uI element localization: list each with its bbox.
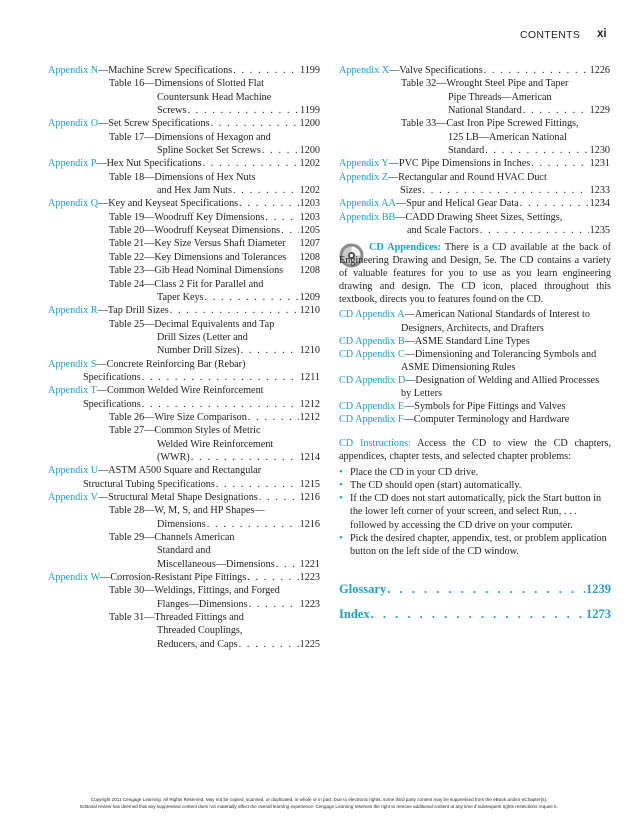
entry-title: Table 32—Wrought Steel Pipe and Taper — [401, 78, 569, 90]
appendix-entry[interactable] — [48, 384, 320, 397]
glossary-entry[interactable] — [339, 582, 611, 597]
cd-appendix-list — [339, 308, 611, 426]
appendix-link[interactable]: Appendix AA — [339, 198, 396, 210]
table-entry — [48, 144, 320, 157]
appendix-link[interactable]: Appendix O — [48, 118, 99, 130]
appendix-title: —ASTM A500 Square and Rectangular — [98, 465, 262, 477]
appendix-link[interactable]: Appendix S — [48, 358, 97, 370]
page-number: 1210 — [299, 305, 320, 317]
appendix-link[interactable]: Appendix Q — [48, 198, 99, 210]
glossary-page: 1239 — [586, 582, 611, 596]
entry-title: Table 23—Gib Head Nominal Dimensions — [109, 265, 284, 277]
entry-title: Standard — [448, 145, 485, 157]
entry-title: Specifications — [83, 398, 141, 410]
entry-title: Table 22—Key Dimensions and Tolerances — [109, 251, 287, 263]
table-entry — [48, 171, 320, 184]
table-entry — [48, 398, 320, 411]
page-number: 1233 — [589, 185, 610, 197]
instruction-item: • The CD should open (start) automatically. — [339, 479, 611, 492]
appendix-entry[interactable] — [48, 197, 320, 210]
entry-title: Specifications — [83, 371, 141, 383]
table-entry — [48, 224, 320, 237]
appendix-entry[interactable] — [339, 211, 610, 224]
table-entry — [48, 584, 320, 597]
entry-title: Table 26—Wire Size Comparison — [109, 411, 247, 423]
page-number: 1230 — [589, 145, 610, 157]
entry-title: Table 25—Decimal Equivalents and Tap — [109, 318, 275, 330]
entry-title: Table 17—Dimensions of Hexagon and — [109, 131, 271, 143]
page-number: 1223 — [299, 598, 320, 610]
entry-title: Miscellaneous—Dimensions — [157, 558, 275, 570]
cd-appendix-title: —Designation of Welding and Allied Processes by Letters — [401, 374, 600, 400]
leader-dots — [142, 398, 299, 411]
appendix-link[interactable]: Appendix Y — [339, 158, 389, 170]
page-number: 1212 — [299, 398, 320, 410]
table-entry — [48, 184, 320, 197]
entry-title: Screws — [157, 105, 187, 117]
leader-dots — [484, 64, 589, 77]
cd-appendix-link[interactable]: CD Appendix D — [339, 374, 406, 386]
cd-appendix-title: —Computer Terminology and Hardware — [403, 414, 570, 426]
appendix-link[interactable]: Appendix W — [48, 572, 101, 584]
table-entry — [48, 291, 320, 304]
page-number: 1203 — [299, 211, 320, 223]
cd-appendix-item[interactable] — [339, 335, 611, 348]
table-entry — [48, 424, 320, 437]
page-number: 1216 — [299, 518, 320, 530]
entry-title: Table 31—Threaded Fittings and — [109, 612, 244, 624]
entry-title: Structural Tubing Specifications — [83, 478, 215, 490]
appendix-entry[interactable] — [48, 117, 320, 130]
entry-title: National Standard — [448, 105, 522, 117]
table-entry — [48, 264, 320, 277]
leader-dots — [531, 157, 588, 170]
cd-appendix-link[interactable]: CD Appendix F — [339, 414, 404, 426]
cd-appendix-link[interactable]: CD Appendix B — [339, 335, 405, 347]
page-number: 1221 — [299, 558, 320, 570]
cd-appendix-link[interactable]: CD Appendix E — [339, 401, 405, 413]
cd-appendix-title: —ASME Standard Line Types — [404, 335, 530, 347]
leader-dots — [239, 197, 298, 210]
page-number: 1226 — [589, 65, 610, 76]
table-entry — [48, 237, 320, 250]
appendix-title: —Valve Specifications — [389, 65, 483, 76]
appendix-title: —PVC Pipe Dimensions in Inches — [388, 158, 531, 170]
table-entry — [48, 624, 320, 637]
leader-dots — [142, 371, 299, 384]
entry-title: Table 28—W, M, S, and HP Shapes— — [109, 505, 265, 517]
table-entry — [48, 211, 320, 224]
entry-title: Spline Socket Set Screws — [157, 145, 261, 157]
leader-dots — [520, 197, 589, 210]
footer-line-2: Editorial review has deemed that any suppressed content does not materially affect the overall learning experience. Cengage Learning reserves the right to remove additional content at any time if subsequent rights restrictions require it. — [80, 804, 558, 809]
table-entry — [339, 91, 610, 104]
appendix-link[interactable]: Appendix BB — [339, 211, 396, 223]
cd-appendices-heading: CD Appendices: — [369, 242, 441, 253]
entry-title: Threaded Couplings, — [157, 625, 243, 637]
entry-title: Table 27—Common Styles of Metric — [109, 425, 261, 437]
appendix-entry[interactable] — [48, 358, 320, 371]
appendix-title: —Concrete Reinforcing Bar (Rebar) — [96, 358, 246, 370]
leader-dots — [480, 224, 589, 237]
leader-dots — [281, 224, 298, 237]
appendix-title: —Structural Metal Shape Designations — [97, 492, 258, 503]
copyright-footer — [0, 796, 638, 810]
footer-line-1: Copyright 2011 Cengage Learning. All Rights Reserved. May not be copied, scanned, or duplicated, in whole or in part. Due to electronic rights, some third party content may be suppressed from the eBook and/or eChapter(s). — [90, 797, 548, 802]
entry-title: Sizes — [400, 185, 422, 197]
page-number: 1212 — [299, 411, 320, 423]
table-entry — [48, 131, 320, 144]
page-number: 1223 — [299, 572, 320, 584]
entry-title: Table 20—Woodruff Keyseat Dimensions — [109, 225, 281, 237]
instruction-list — [339, 466, 611, 558]
page-number: 1208 — [299, 265, 320, 277]
table-entry — [48, 251, 320, 264]
cd-appendix-title: —American National Standards of Interest to Designers, Architects, and Drafters — [401, 309, 590, 334]
entry-title: Table 18—Dimensions of Hex Nuts — [109, 171, 256, 183]
instruction-item: • If the CD does not start automatically, pick the Start button in the lower left corner of your screen, and select Run, . . . followed by accessing the CD drive on your computer. — [339, 492, 611, 531]
entry-title: Standard and — [157, 545, 211, 557]
table-entry — [48, 318, 320, 331]
entry-title: Table 30—Weldings, Fittings, and Forged — [109, 585, 280, 597]
appendix-title: —Hex Nut Specifications — [96, 158, 202, 170]
page-number: 1231 — [589, 158, 610, 170]
cd-appendix-title: —Dimensioning and Tolerancing Symbols and ASME Dimensioning Rules — [401, 348, 597, 373]
table-entry — [339, 144, 610, 157]
appendix-link[interactable]: Appendix P — [48, 158, 97, 170]
table-entry — [48, 91, 320, 104]
table-entry — [48, 331, 320, 344]
cd-appendix-title: —Symbols for Pipe Fittings and Valves — [404, 401, 566, 413]
leader-dots — [187, 104, 299, 117]
appendix-entry[interactable] — [339, 157, 610, 170]
table-entry — [48, 558, 320, 571]
table-entry — [48, 478, 320, 491]
glossary-label[interactable]: Glossary — [339, 582, 387, 596]
leader-dots — [262, 144, 299, 157]
appendix-entry[interactable] — [339, 197, 610, 210]
toc-left-column — [48, 64, 320, 651]
appendix-title: —Tap Drill Sizes — [97, 305, 169, 317]
entry-title: and Scale Factors — [407, 225, 479, 237]
appendix-entry[interactable] — [48, 64, 320, 77]
appendix-entry[interactable] — [48, 464, 320, 477]
cd-appendix-item[interactable] — [339, 400, 611, 413]
appendix-title: —Common Welded Wire Reinforcement — [96, 385, 264, 397]
page-number: 1216 — [299, 492, 320, 503]
appendix-link[interactable]: Appendix T — [48, 385, 97, 397]
appendix-entry[interactable] — [48, 157, 320, 170]
leader-dots — [203, 157, 299, 170]
cd-appendix-item[interactable] — [339, 413, 611, 426]
appendix-entry[interactable] — [339, 171, 610, 184]
header-page-number: xi — [597, 28, 607, 40]
table-entry — [48, 451, 320, 464]
page-number: 1200 — [299, 145, 320, 157]
leader-dots — [170, 304, 299, 317]
entry-title: Table 16—Dimensions of Slotted Flat — [109, 78, 264, 90]
appendix-title: —Corrosion-Resistant Pipe Fittings — [100, 572, 247, 584]
appendix-title: —Set Screw Specifications — [98, 118, 210, 130]
leader-dots — [423, 184, 589, 197]
appendix-title: —CADD Drawing Sheet Sizes, Settings, — [395, 211, 563, 223]
running-header — [0, 29, 638, 43]
entry-title: Countersunk Head Machine — [157, 91, 272, 103]
entry-title: Table 21—Key Size Versus Shaft Diameter — [109, 238, 286, 250]
entry-title: Taper Keys — [157, 291, 204, 303]
leader-dots — [233, 184, 299, 197]
page-number: 1209 — [299, 291, 320, 303]
table-entry — [48, 411, 320, 424]
toc-right-column — [339, 64, 610, 237]
appendix-link[interactable]: Appendix R — [48, 305, 98, 317]
page-number: 1199 — [300, 105, 320, 117]
leader-dots — [233, 64, 299, 77]
cd-instructions-body: Access the CD to view the CD chapters, appendices, chapter tests, and selected chapter problems: — [339, 438, 612, 463]
leader-dots — [485, 144, 588, 157]
leader-dots — [247, 571, 298, 584]
cd-appendix-item[interactable] — [339, 348, 611, 374]
cd-appendix-link[interactable]: CD Appendix C — [339, 348, 405, 360]
appendix-title: —Rectangular and Round HVAC Duct — [387, 171, 547, 183]
leader-dots — [207, 518, 299, 531]
leader-dots — [523, 104, 589, 117]
appendix-link[interactable]: Appendix N — [48, 65, 99, 76]
page-number: 1202 — [299, 185, 320, 197]
instruction-item: • Pick the desired chapter, appendix, test, or problem application button on the left side of the CD window. — [339, 532, 611, 558]
entry-title: Table 29—Channels American — [109, 532, 235, 544]
appendix-link[interactable]: Appendix V — [48, 492, 98, 503]
entry-title: Pipe Threads—American — [448, 91, 552, 103]
instruction-item: • Place the CD in your CD drive. — [339, 466, 611, 479]
entry-title: Table 19—Woodruff Key Dimensions — [109, 211, 265, 223]
appendix-entry[interactable] — [339, 64, 610, 77]
appendix-link[interactable]: Appendix X — [339, 65, 390, 76]
page-number: 1234 — [589, 198, 610, 210]
index-entry[interactable] — [339, 607, 611, 622]
header-section: CONTENTS — [520, 29, 581, 41]
table-entry — [48, 611, 320, 624]
leader-dots — [259, 491, 299, 504]
appendix-link[interactable]: Appendix Z — [339, 171, 388, 183]
page-number: 1205 — [299, 225, 320, 237]
appendix-title: —Machine Screw Specifications — [98, 65, 233, 76]
page-number: 1208 — [299, 251, 320, 263]
page-number: 1199 — [300, 65, 320, 76]
entry-title: Table 24—Class 2 Fit for Parallel and — [109, 278, 264, 290]
appendix-entry[interactable] — [48, 491, 320, 504]
table-entry — [48, 371, 320, 384]
page-number: 1202 — [299, 158, 320, 170]
page-number: 1235 — [589, 225, 610, 237]
leader-dots — [265, 211, 298, 224]
appendix-entry[interactable] — [48, 571, 320, 584]
table-entry — [48, 104, 320, 117]
page-number: 1200 — [299, 118, 320, 130]
cd-appendix-link[interactable]: CD Appendix A — [339, 309, 405, 321]
table-entry — [339, 131, 610, 144]
cd-appendices-body: There is a CD available at the back of Engineering Drawing and Design, 5e. The CD contains a variety of valuable features for you to use as you learn engineering drawing and design. The CD icon, placed throughout this textbook, directs you to features found on the CD. — [339, 242, 611, 306]
page-number: 1225 — [299, 638, 320, 650]
leader-dots — [216, 478, 299, 491]
entry-title: 125 LB—American National — [448, 131, 567, 143]
cd-appendix-item[interactable] — [339, 308, 611, 334]
leader-dots — [241, 344, 299, 357]
leader-dots — [191, 451, 299, 464]
entry-title: Flanges—Dimensions — [157, 598, 248, 610]
leader-dots — [248, 411, 299, 424]
appendix-link[interactable]: Appendix U — [48, 465, 99, 477]
page-number: 1210 — [299, 345, 320, 357]
leader-dots — [205, 291, 299, 304]
leader-dots — [276, 558, 299, 571]
table-entry — [48, 531, 320, 544]
entry-title: Table 33—Cast Iron Pipe Screwed Fittings, — [401, 118, 579, 130]
appendix-entry[interactable] — [48, 304, 320, 317]
table-entry — [48, 278, 320, 291]
entry-title: Welded Wire Reinforcement — [157, 438, 274, 450]
entry-title: Reducers, and Caps — [157, 638, 238, 650]
table-entry — [339, 224, 610, 237]
table-entry — [48, 77, 320, 90]
table-entry — [48, 504, 320, 517]
index-label[interactable]: Index — [339, 607, 370, 621]
page-number: 1215 — [299, 478, 320, 490]
entry-title: Number Drill Sizes) — [157, 345, 240, 357]
table-entry — [48, 518, 320, 531]
page-number: 1214 — [299, 451, 320, 463]
page-number: 1203 — [299, 198, 320, 210]
table-entry — [339, 117, 610, 130]
leader-dots — [211, 117, 299, 130]
page-number: 1229 — [589, 105, 610, 117]
leader-dots — [249, 598, 299, 611]
entry-title: and Hex Jam Nuts — [157, 185, 232, 197]
index-page: 1273 — [586, 607, 611, 621]
entry-title: Drill Sizes (Letter and — [157, 331, 248, 343]
appendix-title: —Spur and Helical Gear Data — [395, 198, 519, 210]
leader-dots — [239, 638, 299, 651]
table-entry — [48, 544, 320, 557]
table-entry — [48, 598, 320, 611]
cd-appendices-section — [339, 241, 611, 426]
table-entry — [339, 104, 610, 117]
page-number: 1211 — [300, 371, 320, 383]
cd-instructions-heading: CD Instructions: — [339, 438, 411, 449]
cd-appendix-item[interactable] — [339, 374, 611, 400]
table-entry — [48, 438, 320, 451]
cd-instructions-section — [339, 437, 611, 558]
table-entry — [48, 638, 320, 651]
entry-title: Dimensions — [157, 518, 206, 530]
table-entry — [48, 344, 320, 357]
appendix-title: —Key and Keyseat Specifications — [98, 198, 239, 210]
page-number: 1207 — [299, 238, 320, 250]
table-entry — [339, 77, 610, 90]
entry-title: (WWR) — [157, 451, 190, 463]
table-entry — [339, 184, 610, 197]
